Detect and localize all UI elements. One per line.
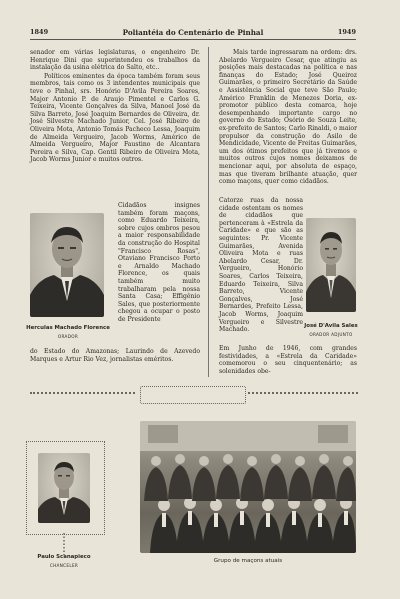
group-of-people-icon bbox=[140, 421, 356, 553]
left-paragraph-1: senador em várias legislaturas, o engenheiro Dr. Henrique Dini que superintendeu os trabalhos da instalação da usina elétrica do Salto, etc.. bbox=[30, 49, 200, 72]
portrait-figure-icon bbox=[30, 213, 104, 317]
caption-florence-name: Herculas Machado Florence bbox=[26, 325, 110, 331]
dotted-connector-icon bbox=[59, 533, 69, 555]
portrait-photo-scanapieco bbox=[38, 453, 90, 523]
left-column-text bbox=[30, 49, 200, 164]
right-paragraph-3: Em Junho de 1946, com grandes festividades, a «Estrela da Caridade» comemorou o seu cinquentenário; as solenidades obe- bbox=[219, 345, 357, 375]
left-tail-paragraph: do Estado do Amazonas; Laurindo de Azevedo Marques e Artur Rio Vez, jornalistas eméritos. bbox=[30, 348, 200, 363]
ornament-line-left bbox=[30, 392, 135, 394]
ornament-line-right bbox=[248, 392, 358, 394]
right-wrap-text bbox=[219, 197, 303, 334]
caption-group-photo: Grupo de maçons atuais bbox=[213, 558, 283, 564]
left-tail-text bbox=[30, 348, 200, 363]
portrait-photo-sales bbox=[306, 218, 356, 312]
header-year-left: 1849 bbox=[30, 28, 49, 36]
portrait-photo-florence bbox=[30, 213, 104, 317]
group-photo bbox=[140, 421, 356, 553]
right-tail-text bbox=[219, 345, 357, 375]
header-title: Poliantéia do Centenário de Pinhal bbox=[122, 27, 264, 37]
right-column-text bbox=[219, 49, 357, 186]
column-divider bbox=[208, 47, 209, 377]
portrait-figure-icon bbox=[306, 218, 356, 312]
right-paragraph-2: Catorze ruas da nossa cidade ostentam os nomes de cidadãos que pertenceram à «Estrela da Caridade» e que são as seguintes: Pr. Vicente Guimarães, Avenida Oliveira Mota e ruas Abelardo Cesar, Dr. Vergueiro, Honório Soares, Carlos Teixeira, Eduardo Teixeira, Silva Barreto, Vicente Gonçalves, José Bernardes, Prefeito Lessa, Jacob Worms, Joaquim Vergueiro e Silvestre Machado. bbox=[219, 197, 303, 334]
left-wrap-text bbox=[118, 202, 200, 324]
caption-florence-role: ORADOR bbox=[57, 334, 79, 339]
header-year-right: 1949 bbox=[337, 28, 356, 36]
caption-scanapieco-name: Paulo Scanapieco bbox=[37, 554, 91, 560]
right-paragraph-1: Mais tarde ingressaram na ordem: drs. Abelardo Vergueiro Cesar, que atingiu as posições mais destacadas na política e nas finanças do Estado; José Queiroz Guimarães, o primeiro Secretário da Saúde e Assistência Social que teve São Paulo; Américo Franklin de Menezes Doria, ex-promotor público desta comarca, hoje desempenhando importante cargo no governo do Estado; Osório de Souza Leite, ex-prefeito de Santos; Carlo Rinaldi, o maior propulsor da construção do Asilo de Mendicidade, Vicente de Freitas Guimarães, um dos ótimos prefeitos que já tivemos e muitos outros cujos nomes deixamos de mencionar aqui, por absoluta de espaço, mas que tiveram brilhante atuação, quer como maçons, quer como cidadãos. bbox=[219, 49, 357, 186]
caption-sales-name: José D'Avila Sales bbox=[304, 323, 358, 329]
left-paragraph-2: Políticos eminentes da época também foram seus membros, tais como os 3 intendentes municipais que teve o Pinhal, srs. Honório D'Avila Pereira Soares, Major Antonio P. de Araujo Pimentel e Carlos G. Teixeira, Vicente Gonçalves da Silva, Manoel José da Silva Barreto, José Joaquim Bernardes de Oliveira, dr. José Silvestre Machado Junior, Cel. José Ribeiro de Oliveira Mota, Antonio Tomás Pacheco Lessa, Joaquim de Almeida Vergueiro, Jacob Worms, Américo de Almeida Vergueiro, Major Faustino de Alcantara Pereira e Silva, Cap. Gentil Ribeiro de Oliveira Mota, Jacob Worms Junior e muitos outros. bbox=[30, 72, 200, 164]
caption-scanapieco-role: CHANCELER bbox=[49, 563, 79, 568]
header-rule bbox=[30, 39, 356, 40]
caption-sales-role: ORADOR ADJUNTO bbox=[309, 332, 353, 337]
ornament-frame bbox=[140, 386, 246, 404]
left-wrap-paragraph: Cidadãos insignes também foram maçons, como Eduardo Teixeira, sobre cujos ombros pesou a maior responsabilidade da construção do Hospital "Francisco Rosas", Otaviano Francisco Porto e Arnaldo Machado Florence, os quais também muito trabalharam pela nossa Santa Casa; Effigênio Sales, que posteriormente chegou a ocupar o posto de Presidente bbox=[118, 202, 200, 323]
running-header bbox=[30, 26, 356, 38]
portrait-figure-icon bbox=[38, 453, 90, 523]
